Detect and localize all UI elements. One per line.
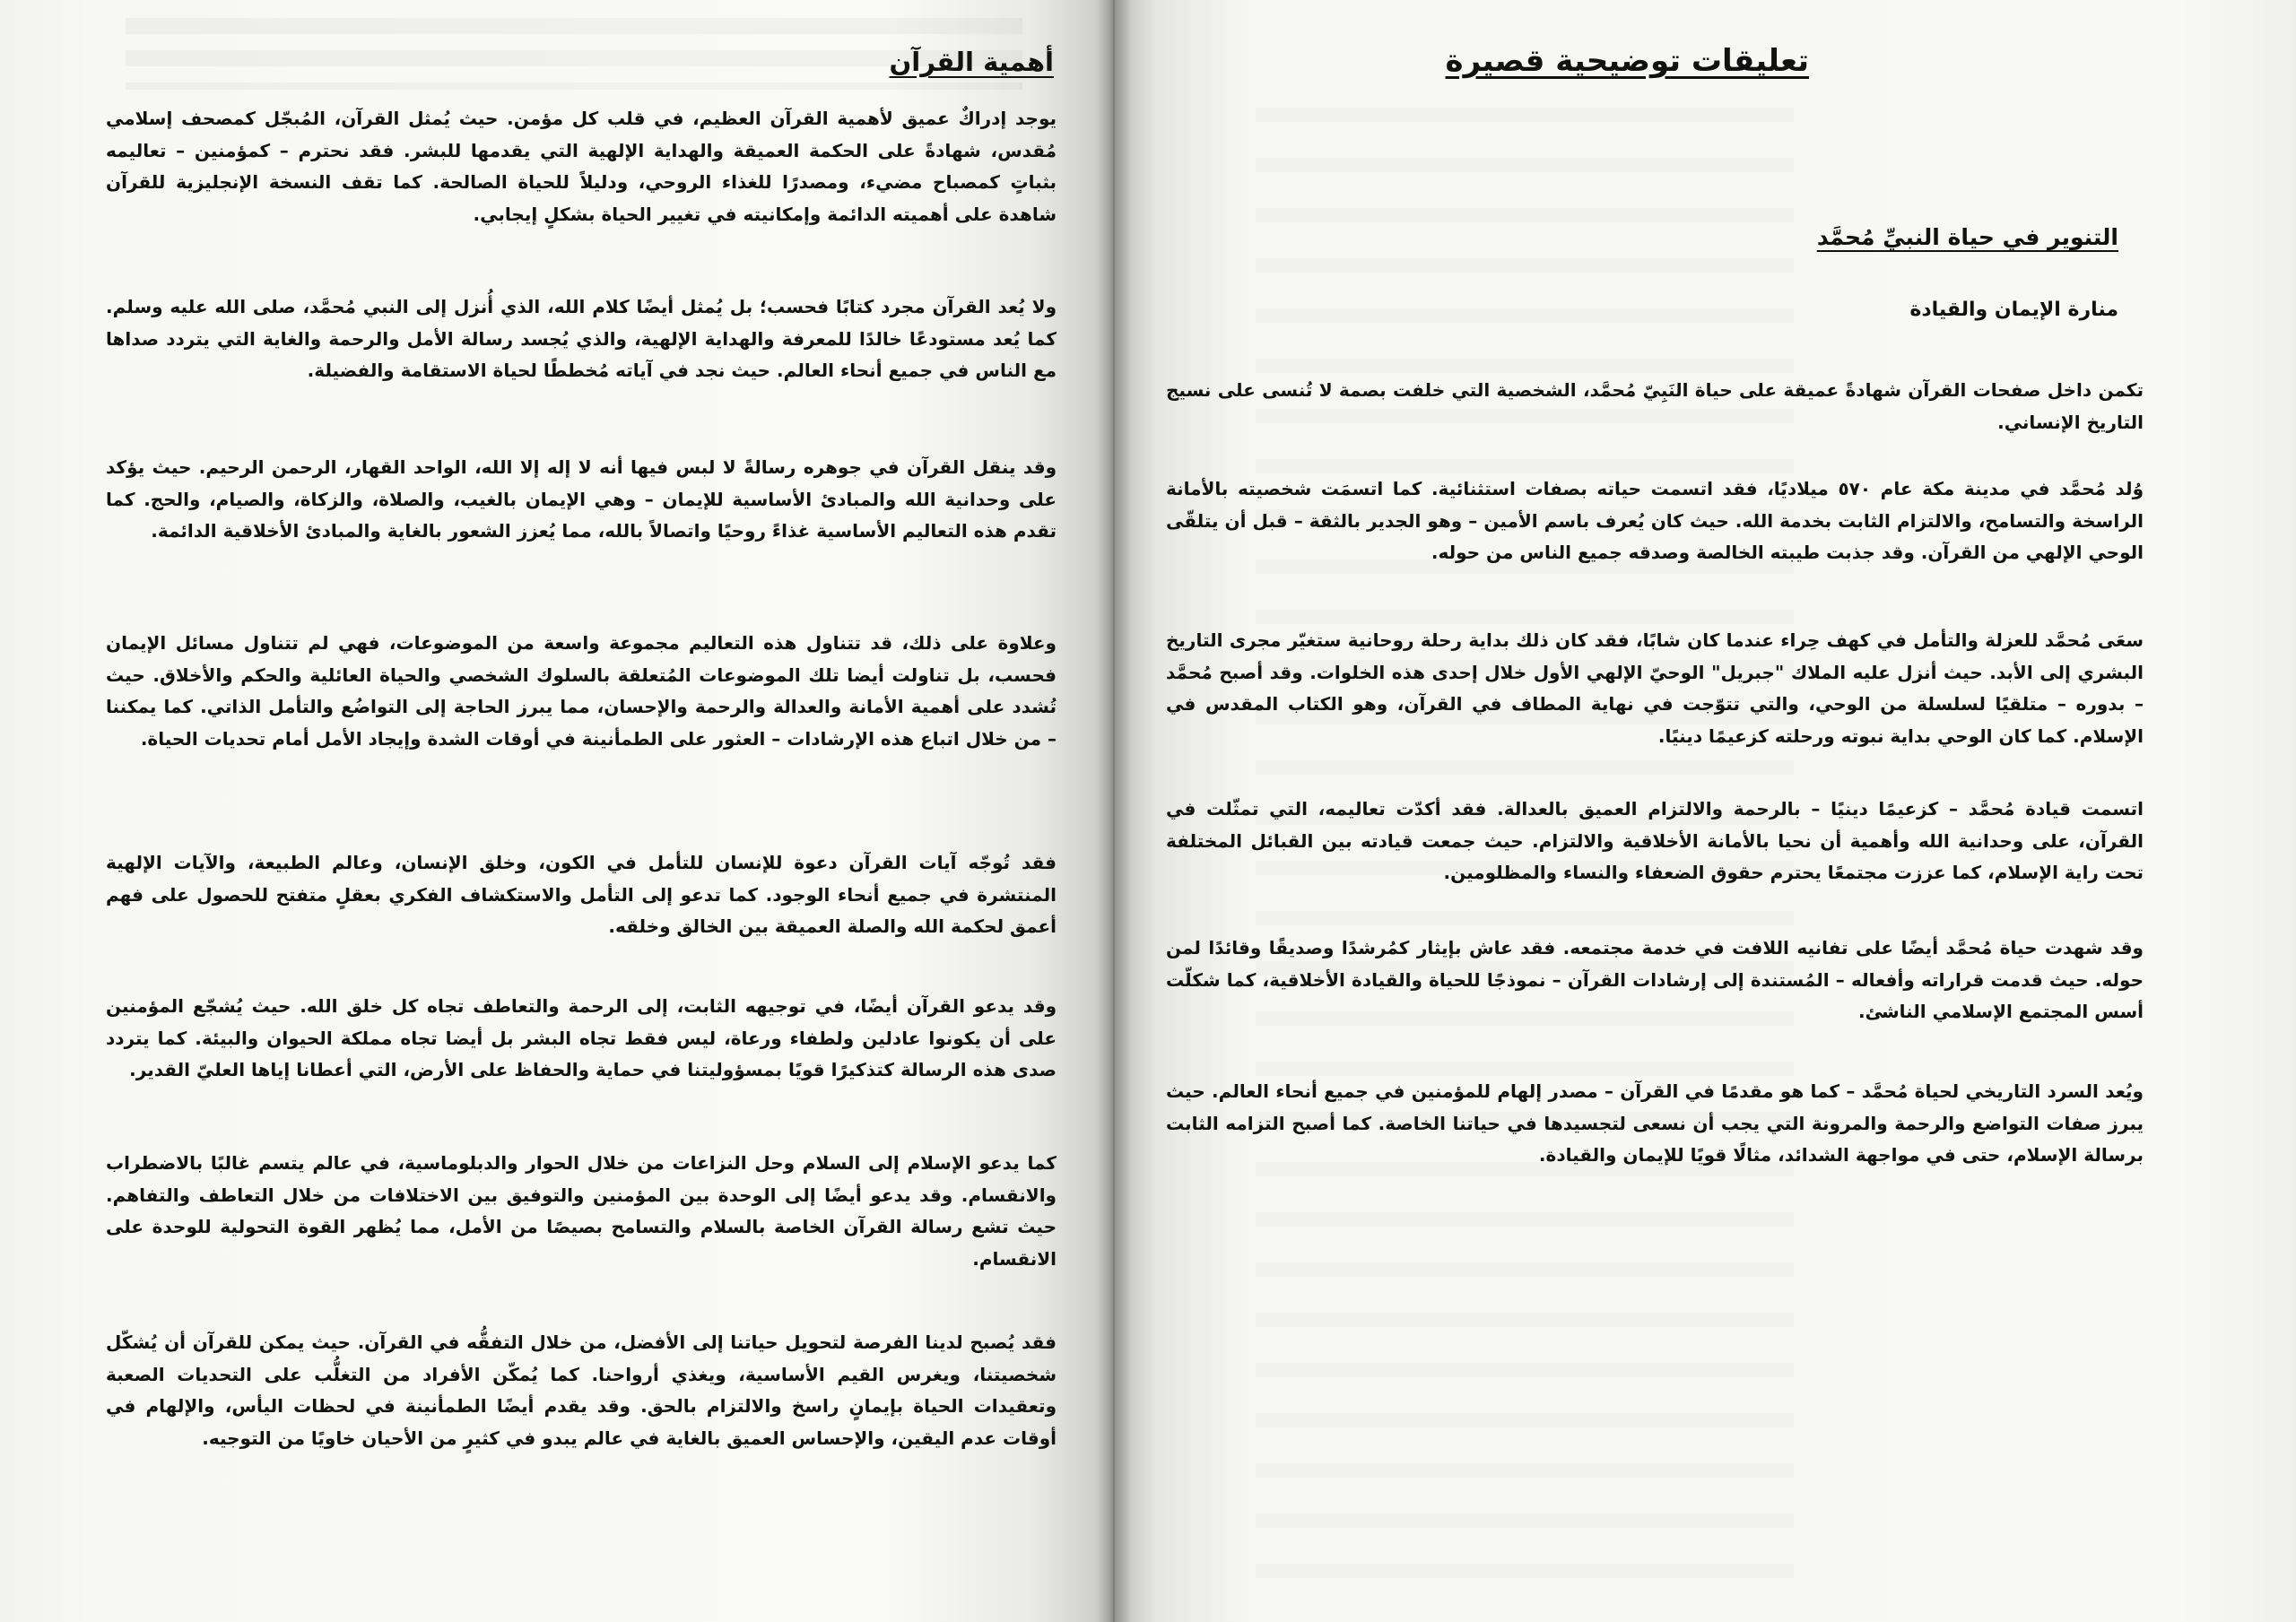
paragraph: فقد تُوجّه آيات القرآن دعوة للإنسان للتأمل في الكون، وخلق الإنسان، وعالم الطبيعة، والآيات الإلهية المنتشرة في جميع أنحاء الوجود. كما تدعو إلى التأمل والاستكشاف الفكري بعقلٍ متفتح للحصول على فهم أعمق لحكمة الله والصلة العميقة بين الخالق وخلقه. — [106, 852, 1057, 937]
paragraph: كما يدعو الإسلام إلى السلام وحل النزاعات من خلال الحوار والدبلوماسية، في عالم يتسم غالبًا بالاضطراب والانقسام. وقد يدعو أيضًا إلى الوحدة بين المؤمنين والتوفيق بين الاختلافات من خلال التعاطف والتفاهم. حيث تشع رسالة القرآن الخاصة بالسلام والتسامح بصيصًا من الأمل، مما يُظهر القوة التحولية للوحدة على الانقسام. — [106, 1152, 1057, 1270]
paragraph: وعلاوة على ذلك، قد تتناول هذه التعاليم مجموعة واسعة من الموضوعات، فهي لم تتناول مسائل الإيمان فحسب، بل تناولت أيضا تلك الموضوعات المُتعلقة بالسلوك الشخصي والحياة العائلية والحكم والأخلاق. حيث تُشدد على أهمية الأمانة والعدالة والرحمة والإحسان، مما يبرز الحاجة إلى التواضُع والتأمل الذاتي. كما يمكننا – من خلال اتباع هذه الإرشادات – العثور على الطمأنينة في أوقات الشدة وإيجاد الأمل أمام تحديات الحياة. — [106, 632, 1057, 750]
book-gutter — [1096, 0, 1132, 1622]
right-page-title: تعليقات توضيحية قصيرة — [1445, 43, 1809, 79]
show-through-left — [126, 18, 1022, 90]
paragraph: فقد يُصبح لدينا الفرصة لتحويل حياتنا إلى الأفضل، من خلال التفقُّه في القرآن. حيث يمكن للقرآن أن يُشكّل شخصيتنا، ويغرس القيم الأساسية، ويغذي أرواحنا. كما يُمكّن الأفراد من التغلُّب على التحديات الصعبة وتعقيدات الحياة بإيمانٍ راسخ والالتزام بالحق. وقد يقدم أيضًا الطمأنينة في لحظات اليأس، والإلهام في أوقات عدم اليقين، والإحساس العميق بالغاية في عالم يبدو في كثيرٍ من الأحيان خاويًا من التوجيه. — [106, 1331, 1057, 1449]
paragraph: وقد ينقل القرآن في جوهره رسالةً لا لبس فيها أنه لا إله إلا الله، الواحد القهار، الرحمن الرحيم. حيث يؤكد على وحدانية الله والمبادئ الأساسية للإيمان – وهي الإيمان بالغيب، والصلاة، والزكاة، والصيام، والحج. كما تقدم هذه التعاليم الأساسية غذاءً روحيًا واتصالاً بالله، مما يُعزز الشعور بالغاية والمبادئ الأخلاقية الدائمة. — [106, 456, 1057, 542]
section-title: التنوير في حياة النبيِّ مُحمَّد — [1816, 224, 2118, 250]
paragraph: وقد يدعو القرآن أيضًا، في توجيهه الثابت، إلى الرحمة والتعاطف تجاه كل خلق الله. حيث يُشجّع المؤمنين على أن يكونوا عادلين ولطفاء ورعاة، ليس فقط تجاه البشر بل أيضا تجاه مملكة الحيوان والبيئة. كما يتردد صدى هذه الرسالة كتذكيرًا قويًا بمسؤوليتنا في حماية والحفاظ على الأرض، التي أعطانا إياها العليّ القدير. — [106, 995, 1057, 1080]
paragraph: ولا يُعد القرآن مجرد كتابًا فحسب؛ بل يُمثل أيضًا كلام الله، الذي أُنزل إلى النبي مُحمَّد، صلى الله عليه وسلم. كما يُعد مستودعًا خالدًا للمعرفة والهداية الإلهية، والذي يُجسد رسالة الأمل والرحمة والغاية التي يتردد صداها مع الناس في جميع أنحاء العالم. حيث نجد في آياته مُخططًا لحياة الاستقامة والفضيلة. — [106, 296, 1057, 381]
paragraph: يوجد إدراكٌ عميق لأهمية القرآن العظيم، في قلب كل مؤمن. حيث يُمثل القرآن، المُبجّل كمصحف إسلامي مُقدس، شهادةً على الحكمة العميقة والهداية الإلهية التي يقدمها للبشر. فقد نحترم – كمؤمنين – تعاليمه بثباتٍ كمصباح مضيء، ومصدرًا للغذاء الروحي، ودليلاً للحياة الصالحة. كما تقف النسخة الإنجليزية للقرآن شاهدة على أهميته الدائمة وإمكانيته في تغيير الحياة بشكلٍ إيجابي. — [106, 108, 1057, 225]
paragraph: اتسمت قيادة مُحمَّد – كزعيمًا دينيًا – بالرحمة والالتزام العميق بالعدالة. فقد أكدّت تعاليمه، التي تمثّلت في القرآن، على وحدانية الله وأهمية أن نحيا بالأمانة الأخلاقية والالتزام. حيث جمعت قيادته بين القبائل المختلفة تحت راية الإسلام، كما عززت مجتمعًا يحترم حقوق الضعفاء والنساء والمظلومين. — [1166, 798, 2144, 883]
paragraph: وقد شهدت حياة مُحمَّد أيضًا على تفانيه اللافت في خدمة مجتمعه. فقد عاش بإيثار كمُرشدًا وصديقًا وقائدًا لمن حوله. حيث قدمت قراراته وأفعاله – المُستندة إلى إرشادات القرآن – نموذجًا للحياة والقيادة الأخلاقية، كما شكلّت أسس المجتمع الإسلامي الناشئ. — [1166, 937, 2144, 1022]
paragraph: ويُعد السرد التاريخي لحياة مُحمَّد – كما هو مقدمًا في القرآن – مصدر إلهام للمؤمنين في جميع أنحاء العالم. حيث يبرز صفات التواضع والرحمة والمرونة التي يجب أن نسعى لتجسيدها في حياتنا الخاصة. كما أصبح التزامه الثابت برسالة الإسلام، حتى في مواجهة الشدائد، مثالًا قويًا للإيمان والقيادة. — [1166, 1080, 2144, 1166]
section-subtitle: منارة الإيمان والقيادة — [1909, 299, 2118, 321]
paragraph: وُلد مُحمَّد في مدينة مكة عام ٥٧٠ ميلاديًا، فقد اتسمت حياته بصفات استثنائية. كما اتسمَت شخصيته بالأمانة الراسخة والتسامح، والالتزام الثابت بخدمة الله. حيث كان يُعرف باسم الأمين – وهو الجدير بالثقة – قبل أن يتلقّى الوحي الإلهي من القرآن. وقد جذبت طيبته الخالصة وصدقه جميع الناس من حوله. — [1166, 478, 2144, 563]
left-page-title: أهمية القرآن — [889, 47, 1054, 77]
paragraph: تكمن داخل صفحات القرآن شهادةً عميقة على حياة النَبِيّ مُحمَّد، الشخصية التي خلفت بصمة لا تُنسى على نسيج التاريخ الإنساني. — [1166, 379, 2144, 433]
paragraph: سعَى مُحمَّد للعزلة والتأمل في كهف حِراء عندما كان شابًا، فقد كان ذلك بداية رحلة روحانية ستغيّر مجرى التاريخ البشري إلى الأبد. حيث أنزل عليه الملاك "جبريل" الوحيّ الإلهي الأول خلال إحدى هذه الخلوات. وقد أصبح مُحمَّد – بدوره – متلقيًا لسلسلة من الوحي، والتي تتوّجت في نهاية المطاف في القرآن، وهو الكتاب المقدس في الإسلام. كما كان الوحي بداية نبوته ورحلته كزعيمًا دينيًا. — [1166, 629, 2144, 747]
